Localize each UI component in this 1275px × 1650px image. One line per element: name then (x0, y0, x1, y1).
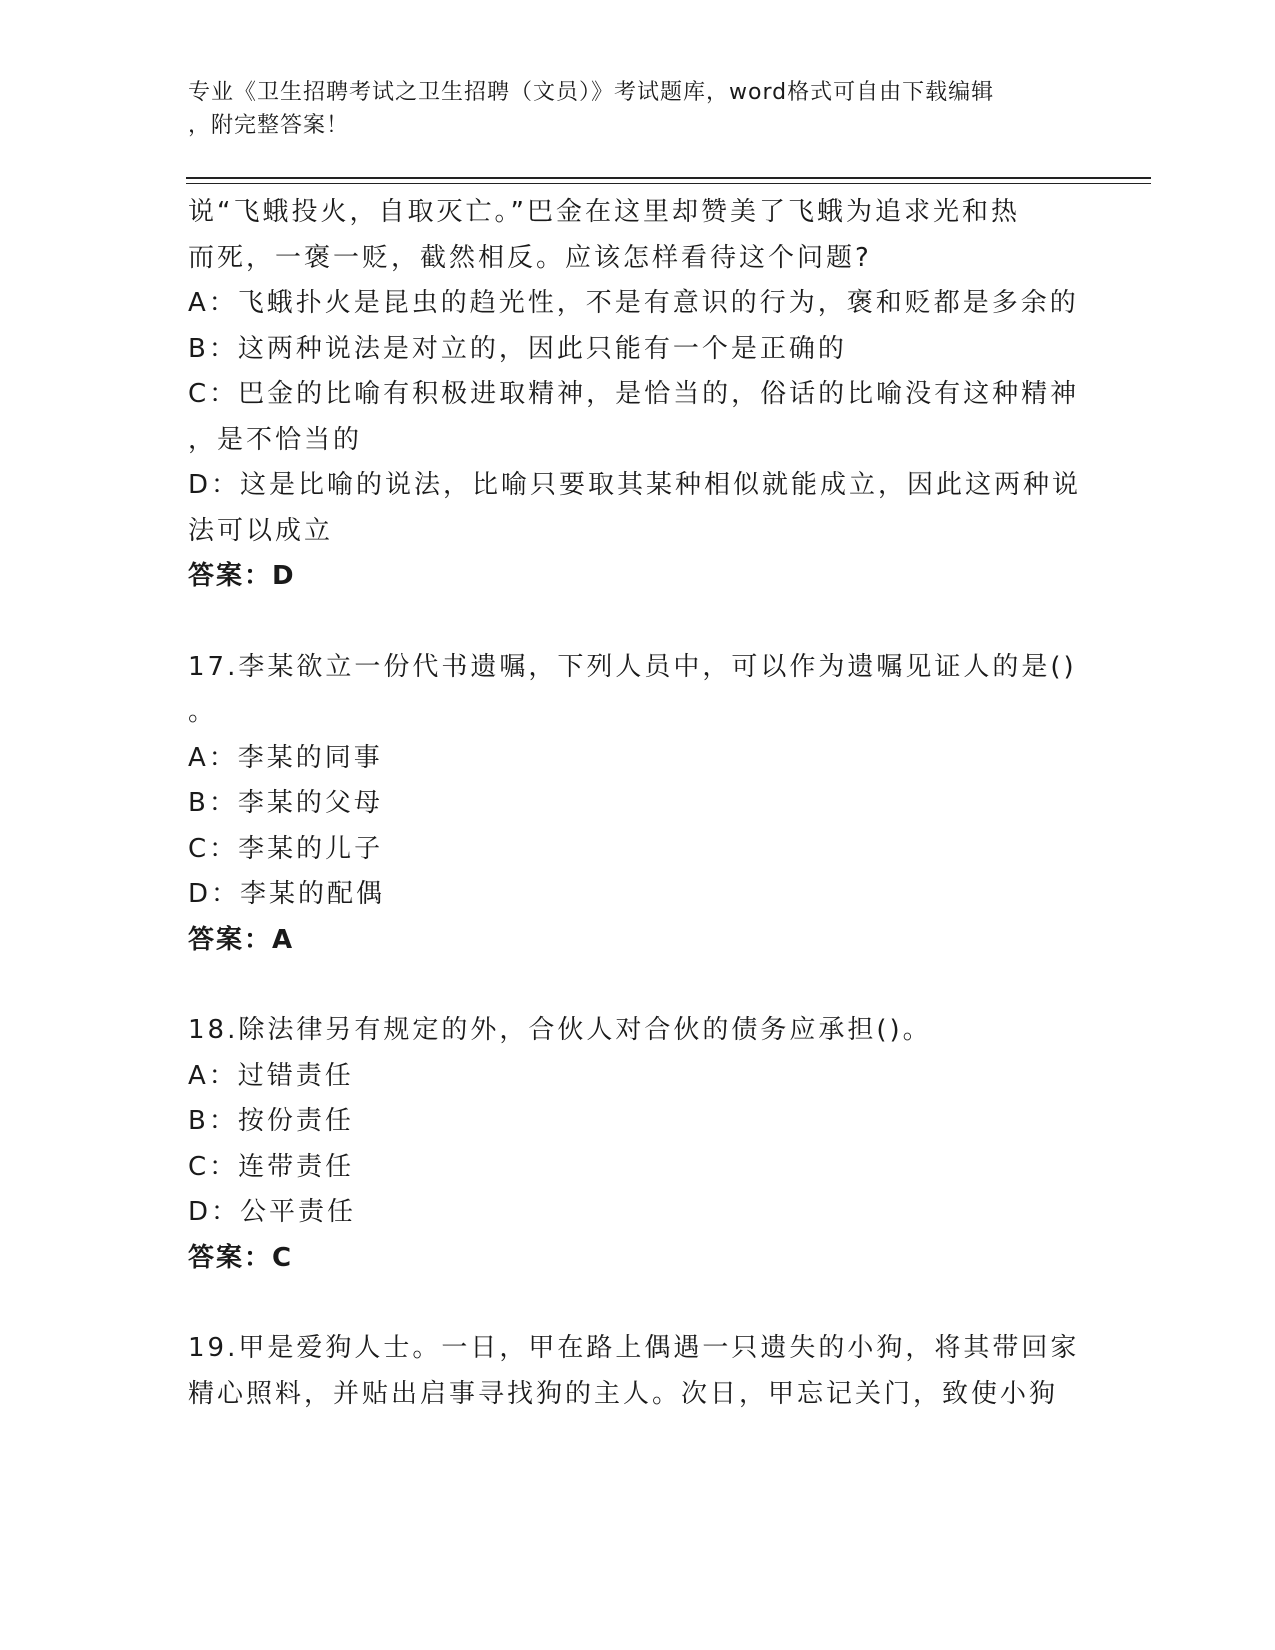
option-d: D：李某的配偶 (188, 879, 386, 909)
question-16-continued (188, 190, 1088, 600)
question-stem-line: 。 (188, 697, 218, 727)
header-line-2: ，附完整答案！ (188, 113, 350, 138)
option-b: B：李某的父母 (188, 788, 383, 818)
question-stem-line: 18.除法律另有规定的外，合伙人对合伙的债务应承担()。 (188, 1015, 932, 1045)
option-c: C：李某的儿子 (188, 833, 384, 864)
option-d: D：公平责任 (188, 1197, 357, 1227)
header-divider-thick (186, 177, 1151, 179)
option-a: A：过错责任 (188, 1060, 354, 1091)
question-stem-line: 说“飞蛾投火，自取灭亡。”巴金在这里却赞美了飞蛾为追求光和热 (188, 197, 1020, 227)
answer: 答案：A (188, 924, 295, 955)
question-19 (188, 1326, 1088, 1417)
option-a: A：李某的同事 (188, 742, 383, 773)
header-line-1: 专业《卫生招聘考试之卫生招聘（文员）》考试题库，word格式可自由下载编辑 (188, 80, 995, 105)
question-17 (188, 645, 1088, 964)
question-stem-line: 17.李某欲立一份代书遗嘱，下列人员中，可以作为遗嘱见证人的是() (188, 651, 1077, 682)
question-18 (188, 1008, 1088, 1281)
spacer (188, 600, 1088, 645)
option-c: C：连带责任 (188, 1151, 355, 1182)
header-divider-thin (186, 183, 1151, 184)
option-b: B：按份责任 (188, 1106, 354, 1136)
question-stem-line: 19.甲是爱狗人士。一日，甲在路上偶遇一只遗失的小狗，将其带回家 (188, 1333, 1080, 1363)
question-stem-line: 而死，一褒一贬，截然相反。应该怎样看待这个问题? (188, 242, 872, 273)
option-d: D：这是比喻的说法，比喻只要取其某种相似就能成立，因此这两种说 (188, 470, 1082, 500)
question-stem-line: 精心照料，并贴出启事寻找狗的主人。次日，甲忘记关门，致使小狗 (188, 1378, 1059, 1409)
spacer (188, 963, 1088, 1008)
option-d-continued: 法可以成立 (188, 515, 334, 546)
document-header (188, 76, 1088, 142)
answer: 答案：D (188, 561, 296, 591)
option-b: B：这两种说法是对立的，因此只能有一个是正确的 (188, 333, 847, 364)
answer: 答案：C (188, 1242, 294, 1273)
option-c: C：巴金的比喻有积极进取精神，是恰当的，俗话的比喻没有这种精神 (188, 379, 1080, 409)
option-c-continued: ，是不恰当的 (188, 424, 363, 455)
option-a: A：飞蛾扑火是昆虫的趋光性，不是有意识的行为，褒和贬都是多余的 (188, 288, 1079, 318)
spacer (188, 1281, 1088, 1326)
document-body (188, 190, 1088, 1417)
